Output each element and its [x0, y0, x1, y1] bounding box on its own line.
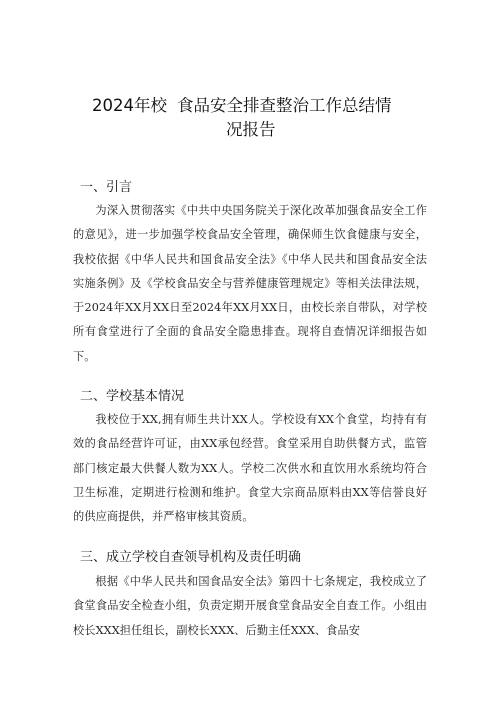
section-body-school-info: 我校位于XX,拥有师生共计XX人。学校设有XX个食堂，均持有有效的食品经营许可证，由XX承包经营。食堂采用自助供餐方式，监管部门核定最大供餐人数为XX人。学校二次供水和直饮用水系统均符合卫生标准，定期进行检测和维护。食堂大宗商品原料由XX等信誉良好的供应商提供，并严格审核其资质。 [73, 413, 427, 524]
section-body-introduction: 为深入贯彻落实《中共中央国务院关于深化改革加强食品安全工作的意见》，进一步加强学校食品安全管理，确保师生饮食健康与安全，我校依据《中华人民共和国食品安全法》《中华人民共和国食品安全法实施条例》及《学校食品安全与营养健康管理规定》等相关法律法规，于2024年XX月XX日至2024年XX月XX日，由校长亲自带队，对学校所有食堂进行了全面的食品安全隐患排查。现将自查情况详细报告如下。 [73, 204, 427, 363]
section-heading-introduction: 一、引言 [80, 180, 133, 195]
document-title [40, 94, 460, 142]
section-heading-school-info: 二、学校基本情况 [80, 389, 185, 404]
section-body-leadership: 根据《中华人民共和国食品安全法》第四十七条规定，我校成立了食堂食品安全检查小组，负责定期开展食堂食品安全自查工作。小组由校长XXX担任组长，副校长XXX、后勤主任XXX、食品安 [73, 575, 427, 637]
title-year: 2024年校 [92, 96, 167, 115]
section-heading-leadership: 三、成立学校自查领导机构及责任明确 [80, 550, 302, 565]
title-main: 食品安全排查整治工作总结情 [177, 96, 392, 115]
title-continuation: 况报告 [226, 120, 276, 139]
